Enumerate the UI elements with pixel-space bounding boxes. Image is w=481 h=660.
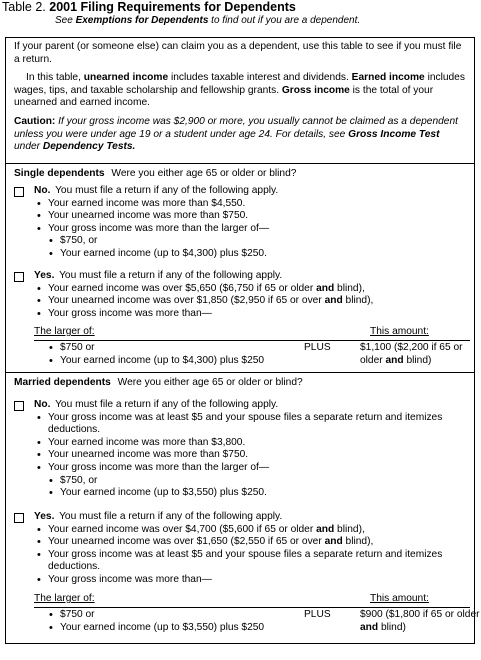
and-text: and [316,282,335,294]
single-heading [6,164,474,181]
and-text: and [316,523,335,535]
married-no-label: No. [34,399,51,410]
list-item: • Your earned income was more than $4,550. [34,198,470,211]
subtitle-prefix: See [55,15,73,26]
single-heading-label: Single dependents [14,168,105,179]
married-options-list [34,609,294,634]
text: includes wages, tips, and taxable scholarship and fellowship grants. [14,72,465,96]
subtitle-reference: Exemptions for Dependents [75,15,209,26]
list-item: • Your unearned income was more than $750. [34,449,470,462]
single-dependents-section [5,163,475,372]
list-item: • Your earned income (up to $4,300) plus $250 [34,355,294,368]
list-subitem: • Your earned income (up to $3,550) plus $250. [34,487,470,500]
married-heading [6,373,474,390]
intro-paragraph-1: If your parent (or someone else) can claim you as a dependent, use this table to see if you must file a return. [14,41,462,65]
single-yes-lead-text: You must file a return if any of the following apply. [59,270,283,281]
married-no-checkbox[interactable] [14,401,24,411]
term-earned-income: Earned income [351,72,425,84]
married-no-list [34,412,470,500]
list-item: • Your gross income was more than— [34,574,470,587]
and-text: and [324,536,343,548]
text: Your earned income was over $5,650 ($6,750 if 65 or older [48,282,314,294]
text: includes taxable interest and dividends. [170,72,349,84]
text: Your earned income was over $4,700 ($5,600 if 65 or older [48,523,314,535]
list-subitem: • Your earned income (up to $4,300) plus $250. [34,248,470,261]
single-no-lead [34,185,470,198]
list-item [34,536,470,549]
text: blind) [406,354,432,366]
plus-label: PLUS [304,342,331,353]
single-no-label: No. [34,185,51,196]
married-yes-list [34,524,470,587]
text: In this table, [26,72,81,84]
text: blind), [337,523,365,535]
married-heading-label: Married dependents [14,377,111,388]
single-yes-label: Yes. [34,270,55,281]
table-title-text: 2001 Filing Requirements for Dependents [49,0,296,14]
single-no-block [34,185,470,261]
single-no-list [34,198,470,261]
text: blind), [337,282,365,294]
single-larger-of-label: The larger of: [34,326,95,337]
single-this-amount-label: This amount: [370,326,429,337]
list-subitem: • $750, or [34,475,470,488]
list-item: • Your gross income was at least $5 and your spouse files a separate return and itemizes deductions. [34,412,470,437]
text: blind), [345,295,374,307]
married-no-block [34,399,470,500]
list-item: • $750 or [34,342,294,355]
married-yes-lead-text: You must file a return if any of the following apply. [59,511,283,522]
single-no-checkbox[interactable] [14,187,24,197]
list-item: • Your earned income was more than $3,800. [34,437,470,450]
married-no-lead-text: You must file a return if any of the following apply. [55,399,279,410]
married-this-amount-label: This amount: [370,593,429,604]
intro-section [5,37,475,163]
text: $1,100 ($2,200 if 65 or older [360,342,463,366]
list-item: • Your gross income was more than the larger of— [34,223,470,236]
table-number: Table 2. [2,0,46,14]
married-amount-header [34,593,470,606]
list-item [34,295,470,308]
table-subtitle [55,15,360,28]
text: blind), [345,536,374,548]
caution-ref-dependency: Dependency Tests. [42,141,136,153]
married-no-lead [34,399,470,412]
subtitle-suffix: to find out if you are a dependent. [211,15,361,26]
single-yes-list [34,283,470,321]
table-title [2,0,296,14]
and-text: and [360,621,379,633]
caution-ref-gross-income: Gross Income Test [348,128,440,140]
single-amount-value [360,342,480,367]
caution-under: under [14,141,41,153]
term-gross-income: Gross income [281,84,350,96]
list-subitem: • $750, or [34,235,470,248]
married-amount-table [34,593,480,634]
caution-label: Caution: [14,115,56,127]
text: $900 ($1,800 if 65 or older [360,609,480,620]
married-amount-value [360,609,480,634]
single-question: Were you either age 65 or older or blind? [111,168,297,179]
list-item: • Your gross income was more than the larger of— [34,462,470,475]
single-no-lead-text: You must file a return if any of the following apply. [55,185,279,196]
single-yes-lead [34,270,470,283]
married-yes-checkbox[interactable] [14,513,24,523]
and-text: and [385,354,404,366]
list-item: • Your unearned income was more than $750. [34,210,470,223]
and-text: and [324,295,343,307]
single-options-list [34,342,294,367]
single-yes-block [34,270,470,320]
single-amount-table [34,326,470,367]
married-yes-lead [34,511,470,524]
list-item: • Your gross income was at least $5 and your spouse files a separate return and itemizes deductions. [34,549,470,574]
list-item: • Your earned income (up to $3,550) plus $250 [34,622,294,635]
married-larger-of-label: The larger of: [34,593,95,604]
text: Your unearned income was over $1,850 ($2,950 if 65 or over [48,295,322,307]
text: Your unearned income was over $1,650 ($2,550 if 65 or over [48,536,322,548]
married-yes-label: Yes. [34,511,55,522]
single-yes-checkbox[interactable] [14,272,24,282]
caution-paragraph [14,116,468,154]
single-amount-header [34,326,470,339]
term-unearned-income: unearned income [83,72,169,84]
married-dependents-section [5,372,480,644]
list-item [34,283,470,296]
married-yes-block [34,511,470,587]
list-item: • $750 or [34,609,294,622]
married-amount-row [34,608,480,634]
married-question: Were you either age 65 or older or blind? [117,377,303,388]
text: blind) [380,621,406,633]
intro-paragraph-2 [14,72,468,110]
single-amount-row [34,341,470,367]
text: is the total of your unearned and earned income. [14,84,434,109]
caution-text: If your gross income was $2,900 or more, you usually cannot be claimed as a dependent unless you were under age 19 or a student under age 24. For details, see [14,115,458,140]
list-item: • Your gross income was more than— [34,308,470,321]
plus-label: PLUS [304,609,331,620]
list-item [34,524,470,537]
